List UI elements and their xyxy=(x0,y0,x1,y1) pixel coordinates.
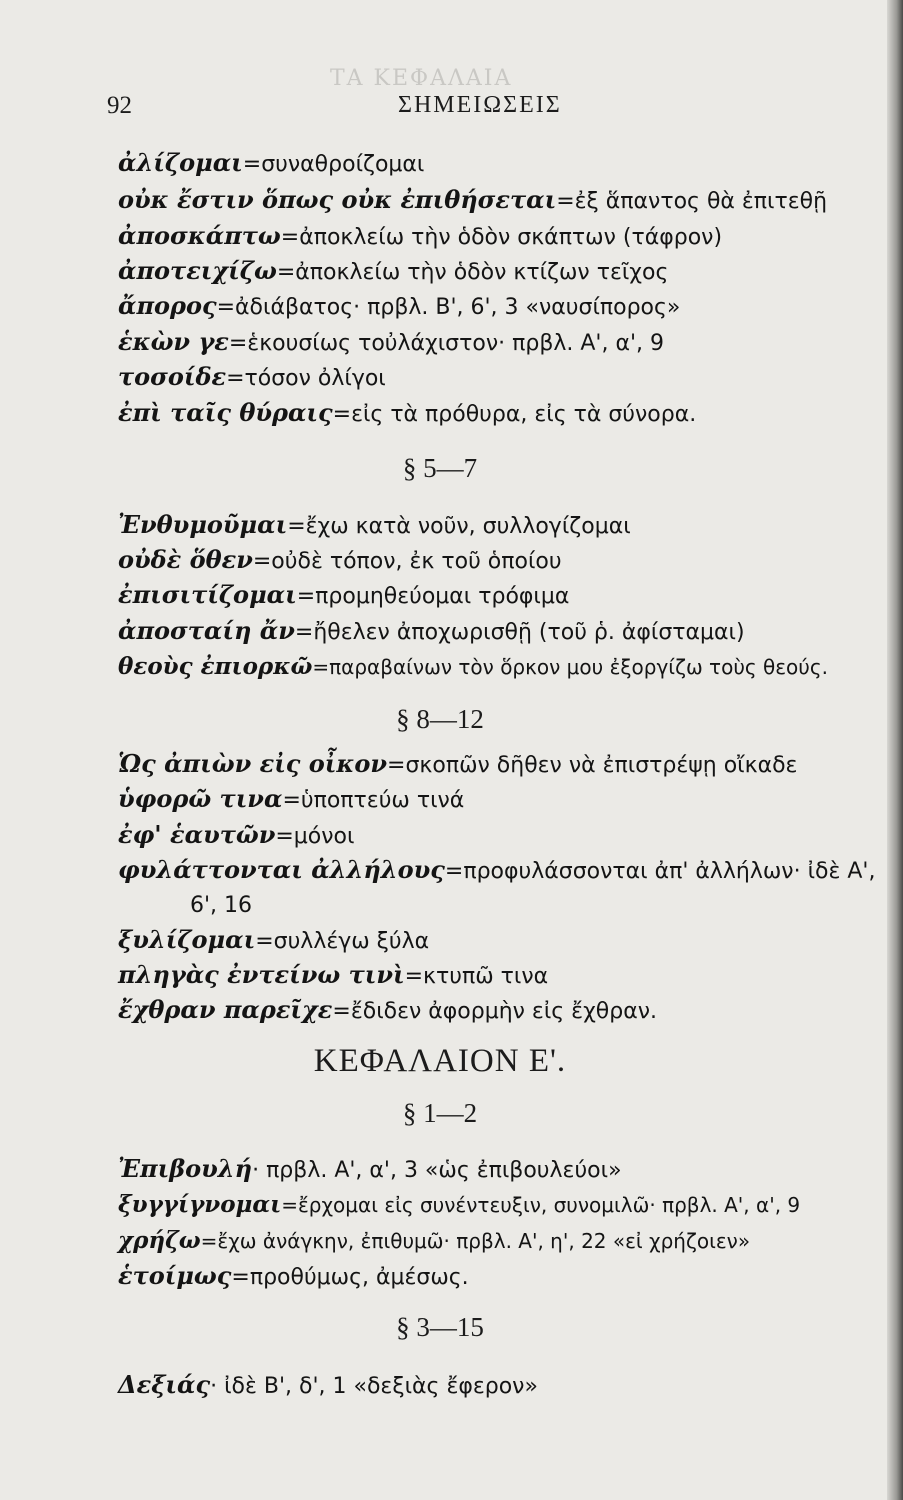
entry-line xyxy=(118,256,669,285)
entry-gloss: =ἐξ ἅπαντος θὰ ἐπιτεθῇ xyxy=(556,189,828,214)
entry-gloss: · πρβλ. Α', α', 3 «ὡς ἐπιβουλεύοι» xyxy=(252,1158,622,1183)
entry-line xyxy=(118,749,798,778)
entry-term: ἀποσταίη ἄν xyxy=(118,616,295,645)
entry-gloss: =τόσον ὀλίγοι xyxy=(226,366,386,391)
entry-term: οὐδὲ ὅθεν xyxy=(118,545,253,574)
page-edge-shadow xyxy=(887,0,903,1500)
entry-term: οὐκ ἔστιν ὅπως οὐκ ἐπιθήσεται xyxy=(118,185,557,214)
entry-term: Ἐνθυμοῦμαι xyxy=(118,510,288,539)
running-head: ΣΗΜΕΙΩΣΕΙΣ xyxy=(398,92,562,118)
entry-term: τοσοίδε xyxy=(118,362,227,391)
entry-term: ὑφορῶ τινα xyxy=(118,784,283,813)
entry-gloss: =παραβαίνων τὸν ὅρκον μου ἐξοργίζω τοὺς θεούς. xyxy=(312,655,828,679)
section-heading: § 3—15 xyxy=(396,1312,484,1342)
entry-gloss-continuation: 6', 16 xyxy=(190,893,253,918)
entry-line xyxy=(118,1154,622,1183)
page-number: 92 xyxy=(107,92,132,119)
entry-gloss: =ἀποκλείω τὴν ὁδὸν κτίζων τεῖχος xyxy=(276,260,669,285)
entry-line xyxy=(118,1193,800,1217)
entry-gloss: =οὐδὲ τόπον, ἐκ τοῦ ὁποίου xyxy=(252,549,562,574)
entry-line xyxy=(118,960,549,989)
entry-line xyxy=(118,1370,538,1399)
entry-line xyxy=(118,398,697,427)
entry-gloss: =ἀδιάβατος· πρβλ. Β', 6', 3 «ναυσίπορος» xyxy=(216,295,681,320)
entry-term: ἀλίζομαι xyxy=(118,148,243,177)
entry-line xyxy=(118,820,355,849)
entry-term: ἔχθραν παρεῖχε xyxy=(118,995,333,1024)
entry-gloss: =εἰς τὰ πρόθυρα, εἰς τὰ σύνορα. xyxy=(332,402,697,427)
chapter-title: ΚΕΦΑΛΑΙΟΝ Ε'. xyxy=(313,1043,567,1079)
entry-line xyxy=(118,855,876,884)
entry-line xyxy=(118,655,828,679)
entry-gloss: · ἰδὲ Β', δ', 1 «δεξιὰς ἔφερον» xyxy=(210,1374,538,1399)
entry-line xyxy=(118,545,562,574)
entry-term: ἑκὼν γε xyxy=(118,327,229,356)
entry-term: Δεξιάς xyxy=(118,1370,211,1399)
entry-term: ἀποτειχίζω xyxy=(118,256,277,285)
entry-line xyxy=(118,784,465,813)
entry-line xyxy=(118,185,828,214)
entry-term: Ὡς ἀπιὼν εἰς οἶκον xyxy=(118,749,388,778)
entry-gloss: =ἤθελεν ἀποχωρισθῇ (τοῦ ῥ. ἀφίσταμαι) xyxy=(294,620,745,645)
bleed-through-text: ΤΑ ΚΕΦΑΛΑΙΑ xyxy=(330,66,513,91)
entry-term: ἐφ' ἑαυτῶν xyxy=(118,820,276,849)
entry-line xyxy=(118,510,631,539)
entry-line xyxy=(190,892,252,917)
entry-gloss: =ἀποκλείω τὴν ὁδὸν σκάπτων (τάφρον) xyxy=(280,225,723,250)
entry-term: Ἐπιβουλή xyxy=(118,1154,253,1183)
section-heading: § 1—2 xyxy=(402,1098,478,1128)
entry-line xyxy=(118,1261,469,1290)
entry-gloss: =σκοπῶν δῆθεν νὰ ἐπιστρέψῃ οἴκαδε xyxy=(387,753,798,778)
entry-line xyxy=(118,221,723,250)
entry-term: ἐπὶ ταῖς θύραις xyxy=(118,398,333,427)
entry-term: χρήζω xyxy=(118,1227,201,1254)
entry-line xyxy=(118,148,425,177)
entry-gloss: =προθύμως, ἀμέσως. xyxy=(231,1265,469,1290)
entry-gloss: =προφυλάσσονται ἀπ' ἀλλήλων· ἰδὲ Α', xyxy=(444,859,876,884)
entry-gloss: =ἔρχομαι εἰς συνέντευξιν, συνομιλῶ· πρβλ. Α', α', 9 xyxy=(281,1193,801,1217)
section-heading: § 5—7 xyxy=(402,453,478,483)
entry-term: πληγὰς ἐντείνω τινὶ xyxy=(118,960,405,989)
entry-gloss: =συναθροίζομαι xyxy=(242,152,425,177)
entry-gloss: =κτυπῶ τινα xyxy=(404,964,549,989)
entry-gloss: =ἔδιδεν ἀφορμὴν εἰς ἔχθραν. xyxy=(332,999,657,1024)
section-heading: § 8—12 xyxy=(396,704,484,734)
entry-gloss: =συλλέγω ξύλα xyxy=(255,929,430,954)
entry-line xyxy=(118,580,570,609)
entry-line xyxy=(118,291,681,320)
entry-term: ἀποσκάπτω xyxy=(118,221,281,250)
entry-line xyxy=(118,995,657,1024)
entry-line xyxy=(118,925,430,954)
entry-gloss: =ὑποπτεύω τινά xyxy=(282,788,465,813)
entry-term: ἐπισιτίζομαι xyxy=(118,580,297,609)
page-header xyxy=(0,92,880,122)
entry-gloss: =ἔχω κατὰ νοῦν, συλλογίζομαι xyxy=(287,514,631,539)
entry-line xyxy=(118,616,745,645)
entry-term: ἑτοίμως xyxy=(118,1261,232,1290)
entry-term: ξυγγίγνομαι xyxy=(118,1191,282,1218)
entry-gloss: =ἑκουσίως τοὐλάχιστον· πρβλ. Α', α', 9 xyxy=(228,331,664,356)
entry-gloss: =μόνοι xyxy=(275,824,355,849)
entry-gloss: =προμηθεύομαι τρόφιμα xyxy=(296,584,570,609)
entry-line xyxy=(118,327,664,356)
entry-term: ξυλίζομαι xyxy=(118,925,256,954)
entry-term: φυλάττονται ἀλλήλους xyxy=(118,855,445,884)
entry-line xyxy=(118,362,386,391)
entry-term: θεοὺς ἐπιορκῶ xyxy=(118,653,313,680)
entry-gloss: =ἔχω ἀνάγκην, ἐπιθυμῶ· πρβλ. Α', η', 22 «εἰ χρήζοιεν» xyxy=(200,1229,751,1253)
entry-term: ἄπορος xyxy=(118,291,217,320)
entry-line xyxy=(118,1229,750,1253)
